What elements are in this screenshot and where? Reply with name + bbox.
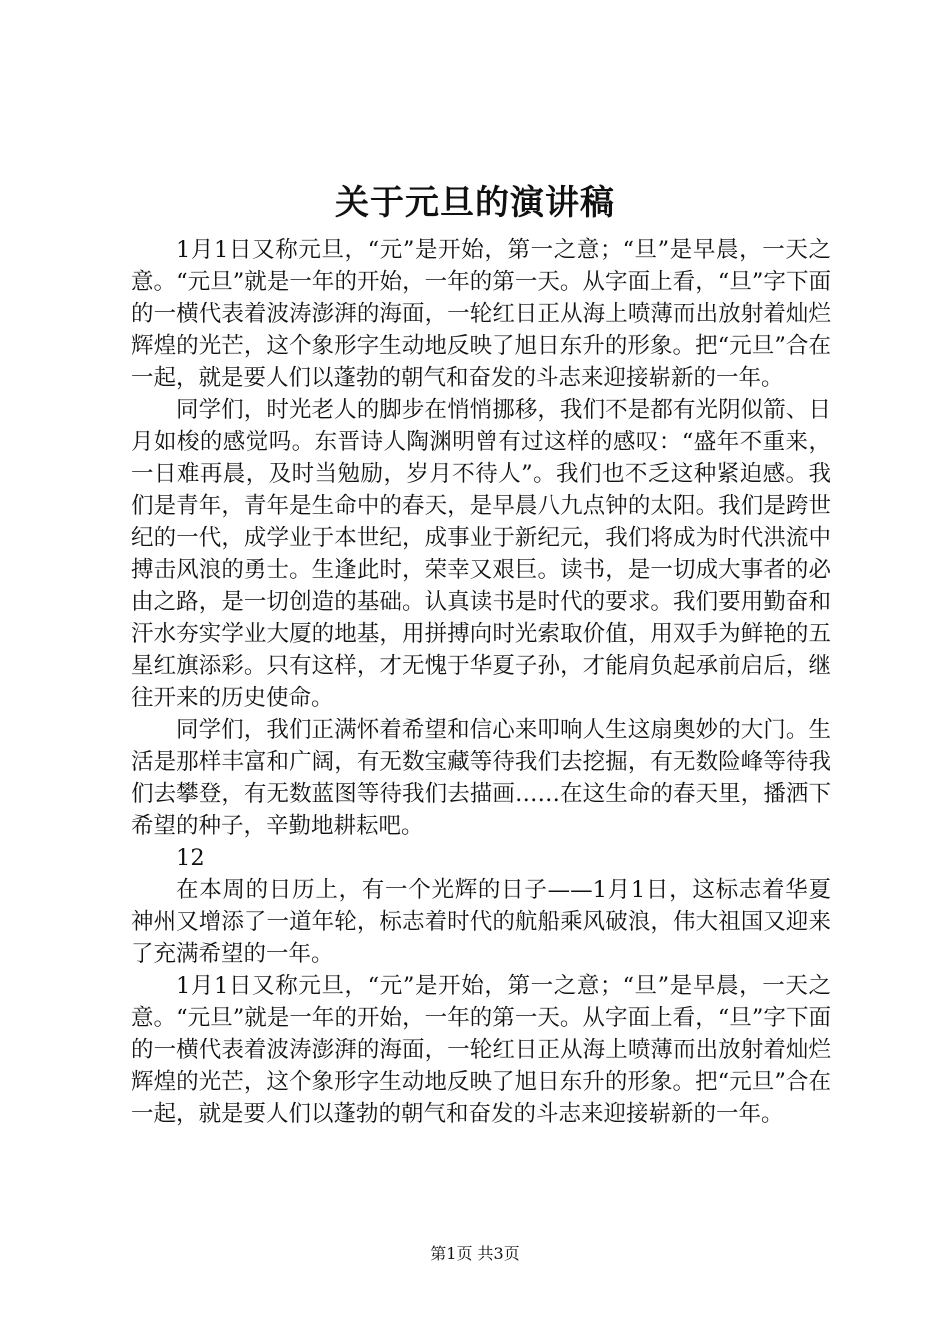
page-footer: 第1页 共3页 [430, 1244, 520, 1263]
paragraph-1: 1月1日又称元旦，“元”是开始，第一之意；“旦”是早晨，一天之意。“元旦”就是一年的开始，一年的第一天。从字面上看，“旦”字下面的一横代表着波涛澎湃的海面，一轮红日正从海上喷薄而出放射着灿烂辉煌的光芒，这个象形字生动地反映了旭日东升的形象。把“元旦”合在一起，就是要人们以蓬勃的朝气和奋发的斗志来迎接崭新的一年。 [131, 237, 831, 391]
paragraph-2: 同学们，时光老人的脚步在悄悄挪移，我们不是都有光阴似箭、日月如梭的感觉吗。东晋诗人陶渊明曾有过这样的感叹：“盛年不重来，一日难再晨，及时当勉励，岁月不待人”。我们也不乏这种紧迫感。我们是青年，青年是生命中的春天，是早晨八九点钟的太阳。我们是跨世纪的一代，成学业于本世纪，成事业于新纪元，我们将成为时代洪流中搏击风浪的勇士。生逢此时，荣幸又艰巨。读书，是一切成大事者的必由之路，是一切创造的基础。认真读书是时代的要求。我们要用勤奋和汗水夯实学业大厦的地基，用拼搏向时光索取价值，用双手为鲜艳的五星红旗添彩。只有这样，才无愧于华夏子孙，才能肩负起承前启后，继往开来的历史使命。 [131, 397, 831, 711]
paragraph-6: 1月1日又称元旦，“元”是开始，第一之意；“旦”是早晨，一天之意。“元旦”就是一年的开始，一年的第一天。从字面上看，“旦”字下面的一横代表着波涛澎湃的海面，一轮红日正从海上喷薄而出放射着灿烂辉煌的光芒，这个象形字生动地反映了旭日东升的形象。把“元旦”合在一起，就是要人们以蓬勃的朝气和奋发的斗志来迎接崭新的一年。 [131, 973, 831, 1127]
paragraph-5: 在本周的日历上，有一个光辉的日子——1月1日，这标志着华夏神州又增添了一道年轮，标志着时代的航船乘风破浪，伟大祖国又迎来了充满希望的一年。 [131, 877, 831, 967]
page-title: 关于元旦的演讲稿 [335, 183, 615, 223]
document-body [131, 234, 831, 1130]
paragraph-3: 同学们，我们正满怀着希望和信心来叩响人生这扇奥妙的大门。生活是那样丰富和广阔，有无数宝藏等待我们去挖掘，有无数险峰等待我们去攀登，有无数蓝图等待我们去描画……在这生命的春天里，播洒下希望的种子，辛勤地耕耘吧。 [131, 717, 831, 839]
paragraph-4: 12 [176, 845, 205, 871]
